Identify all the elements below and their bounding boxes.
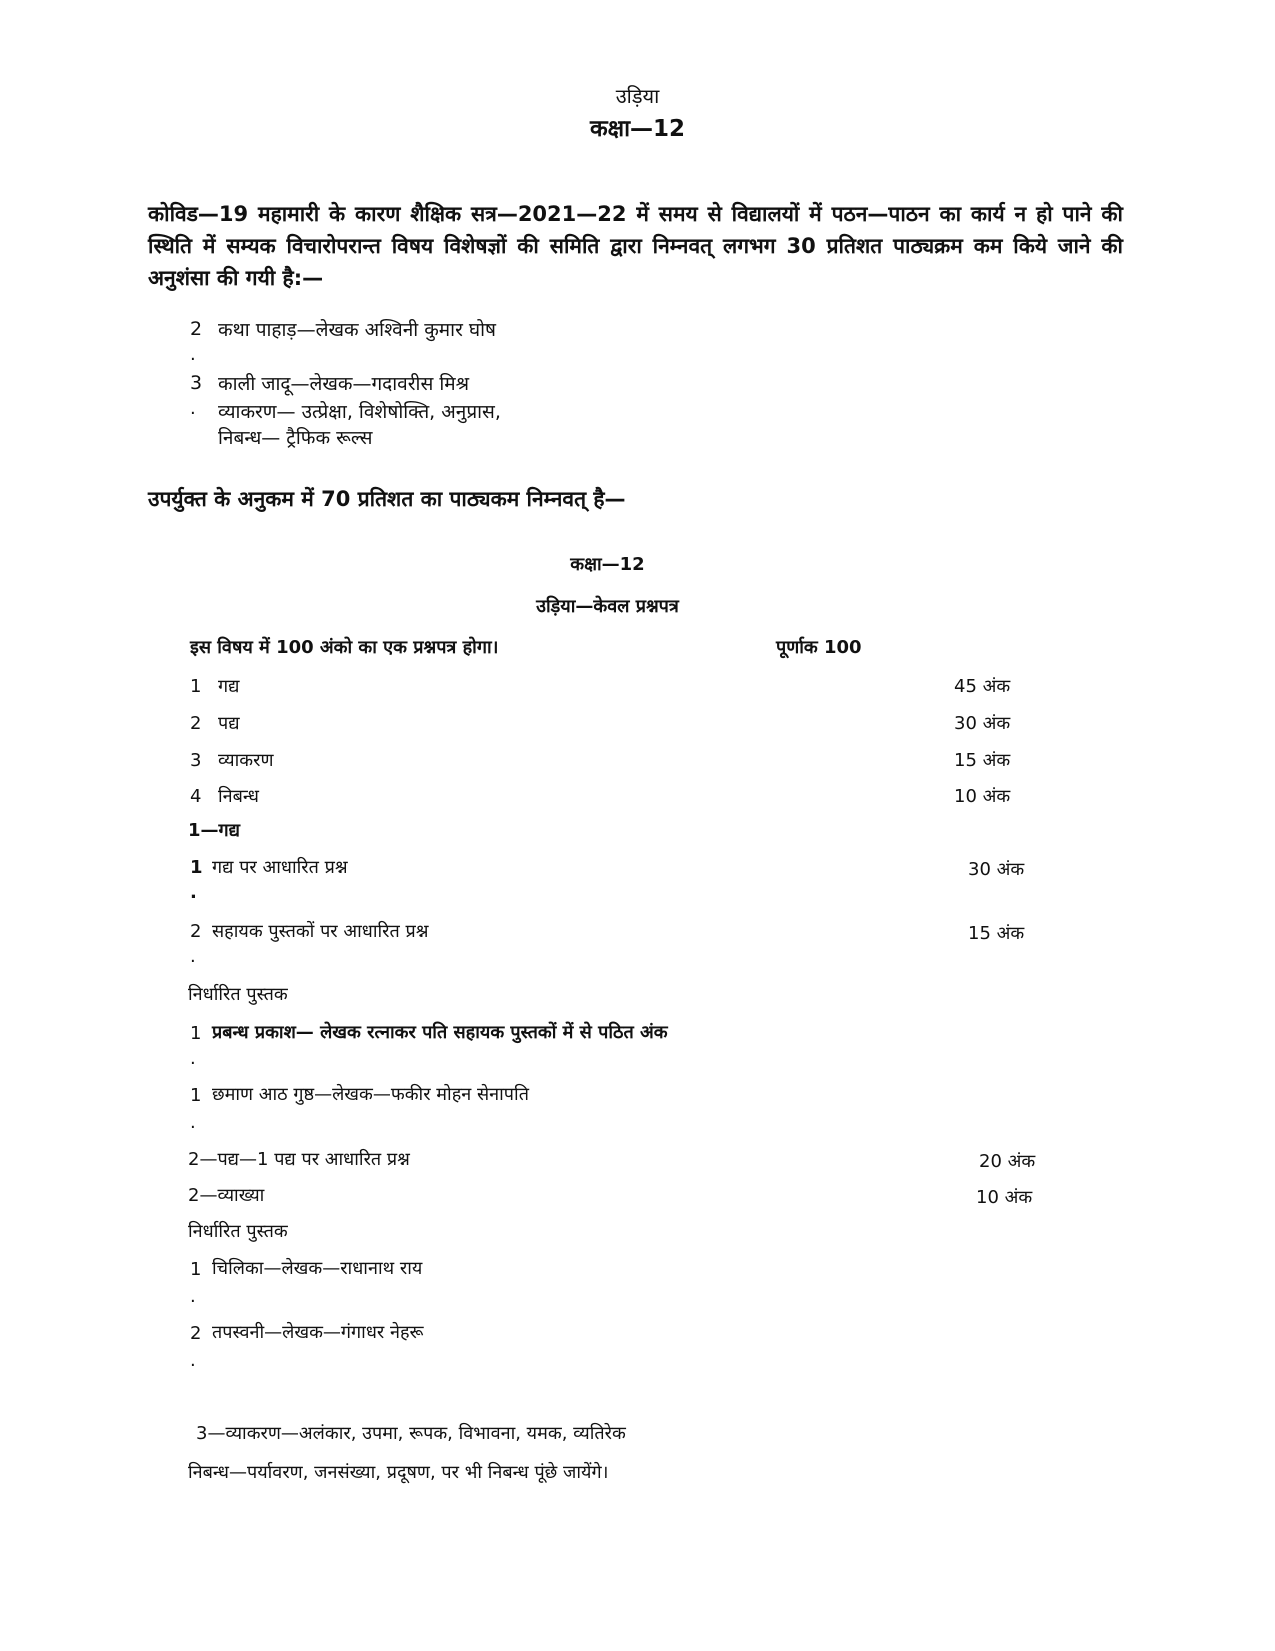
section-name: पद्य <box>218 713 240 734</box>
subject-title: उड़िया <box>615 84 660 108</box>
book-number: 1 <box>190 1259 202 1280</box>
question-marks: 15 अंक <box>968 923 1025 944</box>
question-number: 2 <box>190 921 202 942</box>
continuation-heading: उपर्युक्त के अनुकम में 70 प्रतिशत का पाठ्यकम निम्नवत् है— <box>148 487 626 511</box>
list-dot: . <box>190 1112 196 1133</box>
poetry-question: 2—पद्य—1 पद्य पर आधारित प्रश्न <box>188 1149 410 1170</box>
prescribed-books-label: निर्धारित पुस्तक <box>188 984 288 1005</box>
book-title: तपस्वनी—लेखक—गंगाधर नेहरू <box>212 1322 424 1343</box>
section-number: 1 <box>190 676 202 697</box>
question-marks: 10 अंक <box>976 1187 1033 1208</box>
question-number: 1 <box>190 857 203 878</box>
list-dot: . <box>190 1350 196 1371</box>
intro-paragraph: कोविड—19 महामारी के कारण शैक्षिक सत्र—2021—22 में समय से विद्यालयों में पठन—पाठन का कार्य न हो पाने की स्थिति में सम्यक विचारोपरान्त विषय विशेषज्ञों की समिति द्वारा निम्नवत् लगभग 30 प्रतिशत पाठ्यक्रम कम किये जाने की अनुशंसा की गयी है:— <box>148 202 1123 290</box>
book-title: चिलिका—लेखक—राधानाथ राय <box>212 1258 423 1279</box>
list-item: निबन्ध— ट्रैफिक रूल्स <box>218 427 373 449</box>
section-marks: 30 अंक <box>954 713 1011 734</box>
section-number: 4 <box>190 786 202 807</box>
book-number: 1 <box>190 1085 202 1106</box>
list-item: व्याकरण— उत्प्रेक्षा, विशेषोक्ति, अनुप्रास, <box>218 401 501 423</box>
essay-line: निबन्ध—पर्यावरण, जनसंख्या, प्रदूषण, पर भी निबन्ध पूंछे जायेंगे। <box>188 1462 609 1483</box>
section-marks: 15 अंक <box>954 750 1011 771</box>
prose-heading: 1—गद्य <box>188 820 240 841</box>
list-dot: . <box>190 882 197 903</box>
section-marks: 10 अंक <box>954 786 1011 807</box>
book-number: 1 <box>190 1023 202 1044</box>
list-item: कथा पाहाड़—लेखक अश्विनी कुमार घोष <box>218 319 497 341</box>
list-number: 3 <box>190 372 203 394</box>
question-marks: 20 अंक <box>979 1151 1036 1172</box>
section-name: गद्य <box>218 676 240 697</box>
section-name: निबन्ध <box>218 786 259 807</box>
book-title: प्रबन्ध प्रकाश— लेखक रत्नाकर पति सहायक पुस्तकों में से पठित अंक <box>212 1022 668 1043</box>
book-number: 2 <box>190 1323 202 1344</box>
class-title: कक्षा—12 <box>589 116 686 142</box>
book-title: छमाण आठ गुष्ठ—लेखक—फकीर मोहन सेनापति <box>212 1084 529 1105</box>
list-number: 2 <box>190 318 203 340</box>
prescribed-books-label: निर्धारित पुस्तक <box>188 1221 288 1242</box>
section-marks: 45 अंक <box>954 676 1011 697</box>
syllabus-class: कक्षा—12 <box>570 554 645 575</box>
list-item: काली जादू—लेखक—गदावरीस मिश्र <box>218 373 470 395</box>
list-dot: . <box>190 946 196 967</box>
section-number: 3 <box>190 750 202 771</box>
paper-info: इस विषय में 100 अंको का एक प्रश्नपत्र होगा। <box>190 637 499 658</box>
question-marks: 30 अंक <box>968 859 1025 880</box>
full-marks: पूर्णाक 100 <box>776 637 862 658</box>
question-text: गद्य पर आधारित प्रश्न <box>212 857 348 878</box>
poetry-explanation: 2—व्याख्या <box>188 1185 265 1206</box>
section-name: व्याकरण <box>218 750 274 771</box>
section-number: 2 <box>190 713 202 734</box>
list-dot: . <box>190 1286 196 1307</box>
question-text: सहायक पुस्तकों पर आधारित प्रश्न <box>212 921 429 942</box>
list-dot: . <box>190 398 196 419</box>
grammar-line: 3—व्याकरण—अलंकार, उपमा, रूपक, विभावना, यमक, व्यतिरेक <box>196 1423 626 1444</box>
list-dot: . <box>190 1048 196 1069</box>
syllabus-paper: उड़िया—केवल प्रश्नपत्र <box>536 596 679 617</box>
list-dot: . <box>190 344 196 365</box>
